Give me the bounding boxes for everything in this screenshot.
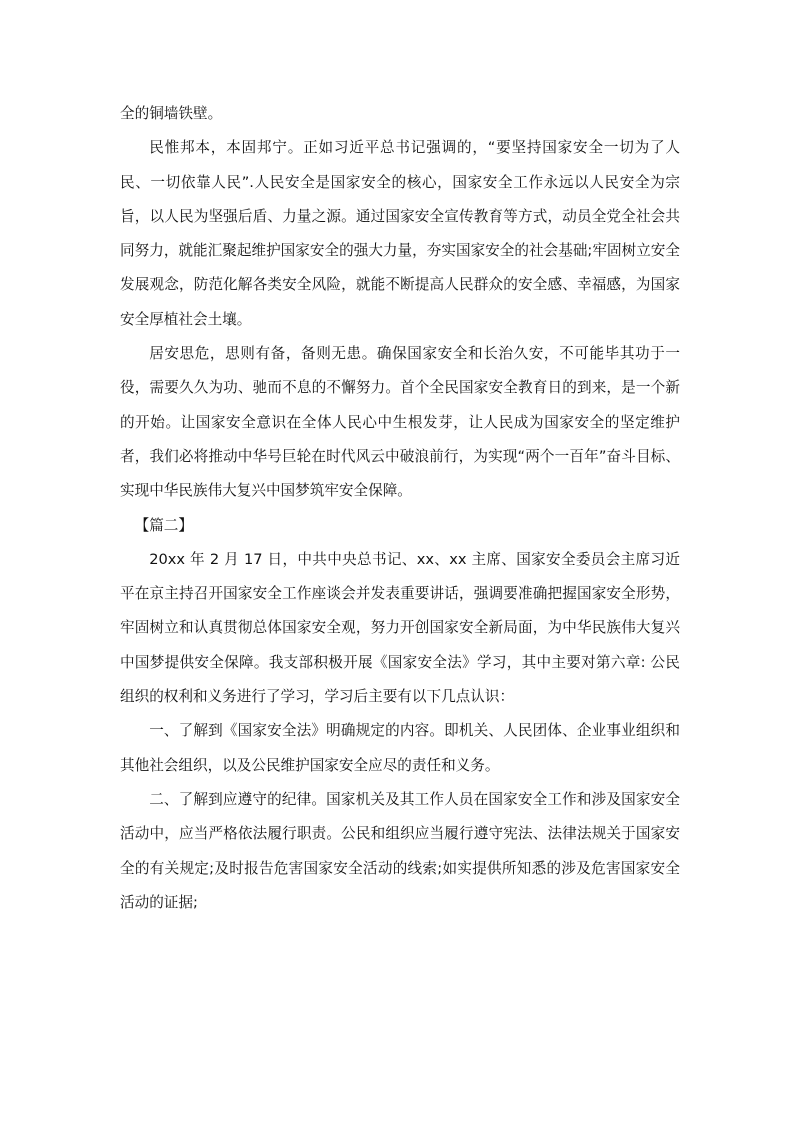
- document-page: [120, 97, 680, 920]
- paragraph-point-one: 一、了解到《国家安全法》明确规定的内容。即机关、人民团体、企业事业组织和其他社会组织，以及公民维护国家安全应尽的责任和义务。: [120, 722, 680, 774]
- section-heading-part-two: 【篇二】: [134, 516, 193, 534]
- paragraph-continuation: 全的铜墙铁壁。: [120, 105, 223, 122]
- paragraph-point-two: 二、了解到应遵守的纪律。国家机关及其工作人员在国家安全工作和涉及国家安全活动中，应当严格依法履行职责。公民和组织应当履行遵守宪法、法律法规关于国家安全的有关规定;及时报告危害国家安全活动的线索;如实提供所知悉的涉及危害国家安全活动的证据;: [120, 790, 680, 911]
- paragraph-people-security: 民惟邦本，本固邦宁。正如习近平总书记强调的，“要坚持国家安全一切为了人民、一切依靠人民”.人民安全是国家安全的核心，国家安全工作永远以人民安全为宗旨，以人民为坚强后盾、力量之源。通过国家安全宣传教育等方式，动员全党全社会共同努力，就能汇聚起维护国家安全的强大力量，夯实国家安全的社会基础;牢固树立安全发展观念，防范化解各类安全风险，就能不断提高人民群众的安全感、幸福感，为国家安全厚植社会土壤。: [120, 139, 680, 328]
- paragraph-meeting-summary: 20xx 年 2 月 17 日，中共中央总书记、xx、xx 主席、国家安全委员会主席习近平在京主持召开国家安全工作座谈会并发表重要讲话，强调要准确把握国家安全形势，牢固树立和认真贯彻总体国家安全观，努力开创国家安全新局面，为中华民族伟大复兴中国梦提供安全保障。我支部积极开展《国家安全法》学习，其中主要对第六章: 公民组织的权利和义务进行了学习，学习后主要有以下几点认识：: [120, 550, 680, 706]
- paragraph-prepare-for-danger: 居安思危，思则有备，备则无患。确保国家安全和长治久安，不可能毕其功于一役，需要久久为功、驰而不息的不懈努力。首个全民国家安全教育日的到来，是一个新的开始。让国家安全意识在全体人民心中生根发芽，让人民成为国家安全的坚定维护者，我们必将推动中华号巨轮在时代风云中破浪前行，为实现“两个一百年”奋斗目标、实现中华民族伟大复兴中国梦筑牢安全保障。: [120, 345, 680, 500]
